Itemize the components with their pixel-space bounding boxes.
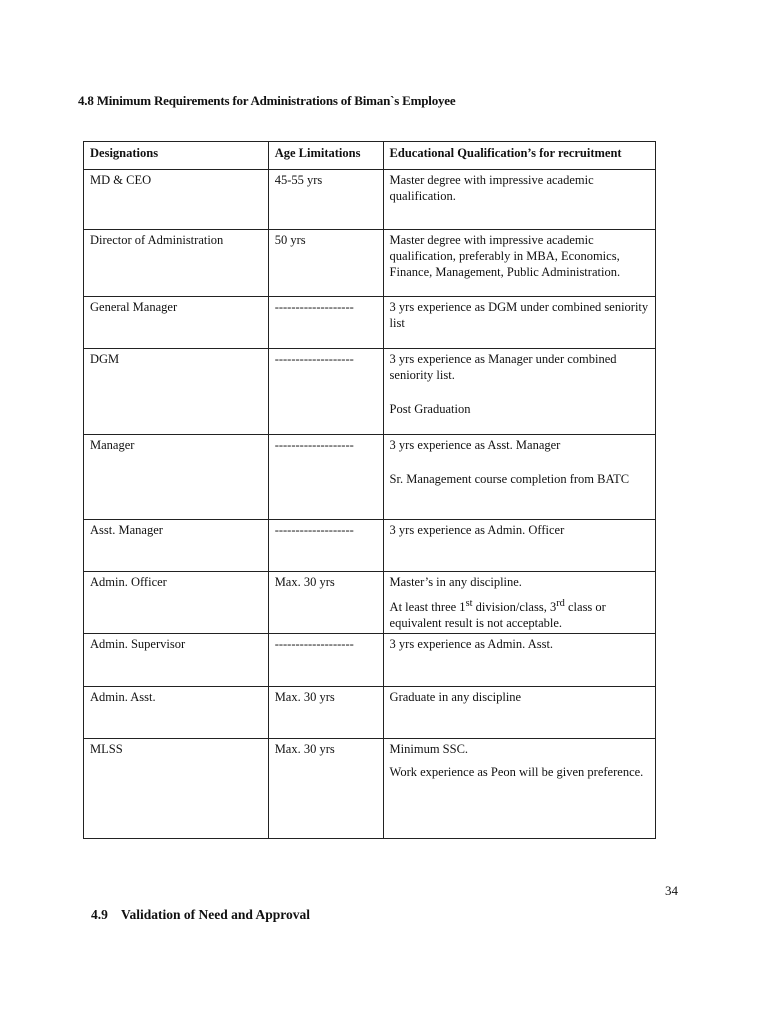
age-cell: ------------------- xyxy=(268,520,383,572)
age-cell: Max. 30 yrs xyxy=(268,572,383,634)
table-header-row xyxy=(84,142,656,170)
header-educational-qualification: Educational Qualification’s for recruitment xyxy=(383,142,655,170)
designation-cell: Admin. Officer xyxy=(84,572,269,634)
table-row xyxy=(84,634,656,687)
qualification-cell xyxy=(383,739,655,839)
qualification-text: 3 yrs experience as Asst. Manager xyxy=(389,438,561,452)
designation-cell: General Manager xyxy=(84,297,269,349)
designation-cell: Admin. Asst. xyxy=(84,687,269,739)
next-section-title: Validation of Need and Approval xyxy=(121,907,311,922)
qualification-cell xyxy=(383,349,655,435)
table-row xyxy=(84,687,656,739)
qualification-cell xyxy=(383,572,655,634)
designation-cell: Admin. Supervisor xyxy=(84,634,269,687)
table-row xyxy=(84,230,656,297)
qualification-cell xyxy=(383,520,655,572)
designation-cell: MD & CEO xyxy=(84,170,269,230)
age-cell: ------------------- xyxy=(268,435,383,520)
next-section-number: 4.9 xyxy=(91,907,108,922)
age-cell: Max. 30 yrs xyxy=(268,739,383,839)
qualification-cell xyxy=(383,297,655,349)
table-row xyxy=(84,520,656,572)
qualification-text: Master’s in any discipline. xyxy=(389,575,522,589)
table-row xyxy=(84,435,656,520)
age-cell: ------------------- xyxy=(268,297,383,349)
qualification-text: 3 yrs experience as Admin. Officer xyxy=(389,523,565,537)
qualification-cell xyxy=(383,435,655,520)
qualification-text: Graduate in any discipline xyxy=(389,690,522,705)
designation-cell: MLSS xyxy=(84,739,269,839)
qualification-text: Post Graduation xyxy=(389,402,471,416)
age-cell: ------------------- xyxy=(268,634,383,687)
qualification-text: At least three 1st division/class, 3rd class or equivalent result is not acceptable. xyxy=(389,598,606,631)
table-row xyxy=(84,170,656,230)
qualification-text: 3 yrs experience as DGM under combined seniority list xyxy=(389,300,649,330)
next-section-heading xyxy=(91,907,310,923)
qualification-cell xyxy=(383,687,655,739)
section-title: 4.8 Minimum Requirements for Administrations of Biman`s Employee xyxy=(78,93,456,108)
table-row xyxy=(84,572,656,634)
age-cell: 50 yrs xyxy=(268,230,383,297)
designation-cell: Asst. Manager xyxy=(84,520,269,572)
qualification-text: Work experience as Peon will be given preference. xyxy=(389,765,644,780)
qualification-text: 3 yrs experience as Manager under combined seniority list. xyxy=(389,352,617,382)
qualification-cell xyxy=(383,170,655,230)
table-row xyxy=(84,739,656,839)
qualification-cell xyxy=(383,230,655,297)
qualification-text: Minimum SSC. xyxy=(389,742,469,757)
age-cell: Max. 30 yrs xyxy=(268,687,383,739)
age-cell: ------------------- xyxy=(268,349,383,435)
qualification-cell xyxy=(383,634,655,687)
table-row xyxy=(84,297,656,349)
table-row xyxy=(84,349,656,435)
qualification-text: Sr. Management course completion from BATC xyxy=(389,472,630,486)
age-cell: 45-55 yrs xyxy=(268,170,383,230)
requirements-table xyxy=(83,141,656,839)
designation-cell: DGM xyxy=(84,349,269,435)
qualification-text: 3 yrs experience as Admin. Asst. xyxy=(389,637,554,652)
qualification-text: Master degree with impressive academic qualification, preferably in MBA, Economics, Finance, Management, Public Administration. xyxy=(389,233,621,279)
qualification-text: Master degree with impressive academic qualification. xyxy=(389,173,594,203)
designation-cell: Manager xyxy=(84,435,269,520)
header-designations: Designations xyxy=(84,142,269,170)
page-number: 34 xyxy=(665,883,678,898)
designation-cell: Director of Administration xyxy=(84,230,269,297)
header-age-limitations: Age Limitations xyxy=(268,142,383,170)
